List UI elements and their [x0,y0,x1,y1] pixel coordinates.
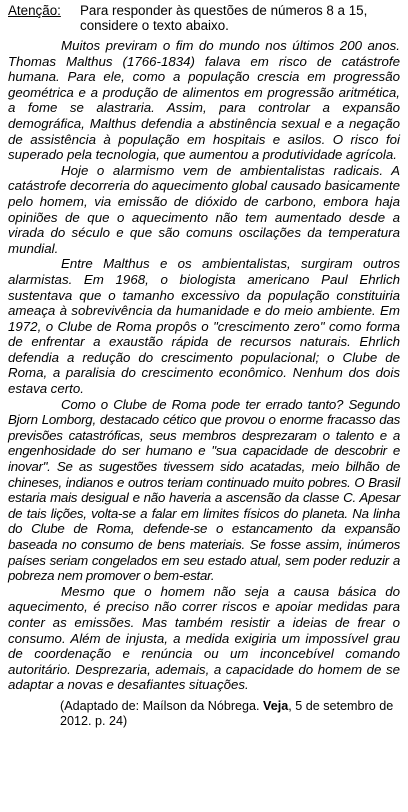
attention-header [8,3,400,33]
attention-label: Atenção: [8,3,61,18]
article-text [8,38,400,693]
source-citation [60,699,400,729]
paragraph-5: Mesmo que o homem não seja a causa básica do aquecimento, é preciso não correr riscos e apoiar medidas para conter as emissões. Mas também resistir a ideias de frear o consumo. Além de injusta, a medida exigiria um impossível grau de coordenação e renúncia ou um inconcebível comando autoritário. Desprezaria, ademais, a capacidade do homem de se adaptar a novas e desafiantes situações. [8,583,400,693]
source-suffix: , 5 de setembro de 2012. p. 24) [60,698,394,728]
paragraph-4: Como o Clube de Roma pode ter errado tanto? Segundo Bjorn Lomborg, destacado cético que provou o enorme fracasso das previsões catastróficas, seus membros desprezaram o talento e a engenhosidade do ser humano e "sua capacidade de descobrir e inovar". Se as sugestões tivessem sido acatadas, meio bilhão de chineses, indianos e outros teriam continuado muito pobres. O Brasil estaria mais desigual e não haveria a ascensão da classe C. Apesar de tais lições, volta-se a falar em limites físicos do planeta. Na linha do Clube de Roma, defende-se o estancamento da expansão baseada no consumo de bens materiais. Se fosse assim, inúmeros países seriam congelados em seu estado atual, sem poder reduzir a pobreza nem promover o bem-estar. [8,396,400,584]
paragraph-2: Hoje o alarmismo vem de ambientalistas radicais. A catástrofe decorreria do aquecimento global causado basicamente pelo homem, via emissão de dióxido de carbono, embora haja opiniões de que o aquecimento não tem aumentado desde a virada do século e que são comuns oscilações da temperatura mundial. [8,162,400,256]
source-publication: Veja [263,698,289,713]
instruction-text: Para responder às questões de números 8 a 15, considere o texto abaixo. [80,3,368,33]
paragraph-3: Entre Malthus e os ambientalistas, surgiram outros alarmistas. Em 1968, o biologista americano Paul Ehrlich sustentava que o tamanho excessivo da população constituiria ameaça à sobrevivência da humanidade e do meio ambiente. Em 1972, o Clube de Roma propôs o "crescimento zero" como forma de enfrentar a exaustão rápida de recursos naturais. Ehrlich defendia a redução do crescimento populacional; o Clube de Roma, a paralisia do crescimento econômico. Nenhum dos dois estava certo. [8,256,400,397]
paragraph-1: Muitos previram o fim do mundo nos últimos 200 anos. Thomas Malthus (1766-1834) falava em risco de catástrofe humana. Para ele, como a população crescia em progressão geométrica e a produção de alimentos em progressão aritmética, a fome se alastraria. Assim, para controlar a expansão demográfica, Malthus defendia a abstinência sexual e a negação de assistência à população em hospitais e asilos. O risco foi superado pela tecnologia, que aumentou a produtividade agrícola. [8,38,400,163]
source-prefix: (Adaptado de: Maílson da Nóbrega. [60,698,264,713]
